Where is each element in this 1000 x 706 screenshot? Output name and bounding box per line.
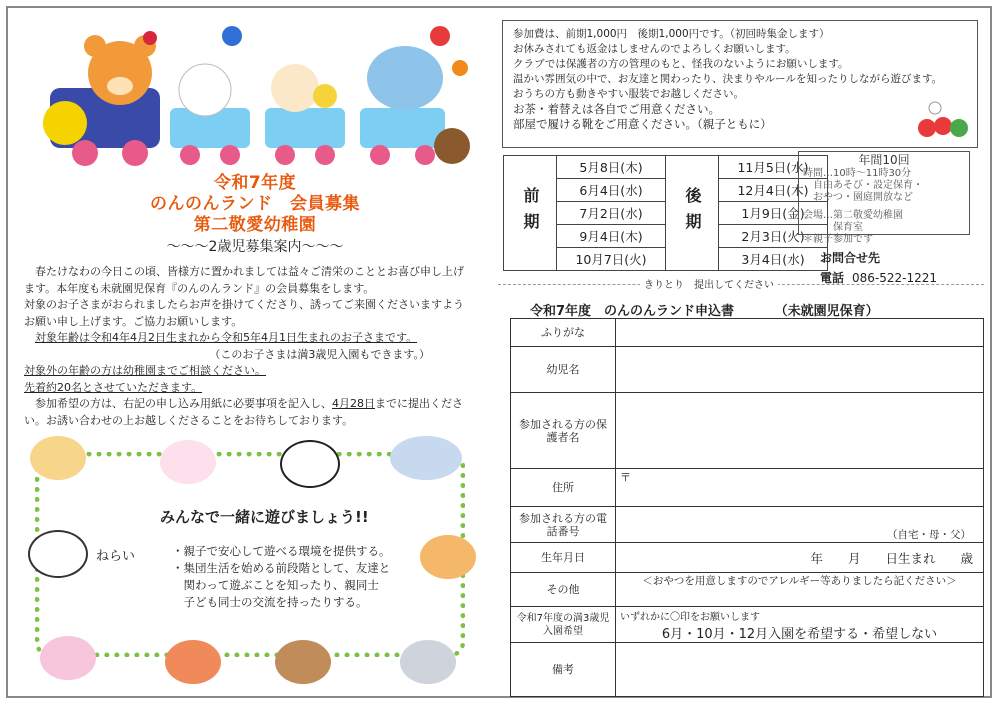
form-label-address: 住所	[511, 469, 616, 507]
koala-face	[400, 640, 456, 684]
application-form	[510, 318, 984, 697]
entry-wish-instruction: いずれかに〇印をお願いします	[620, 611, 760, 623]
target-age: 対象年齢は令和4年4月2日生まれから令和5年4月1日生まれのお子さまです。	[35, 331, 418, 344]
outside-age: 対象外の年齢の方は幼稚園までご相談ください。	[24, 364, 266, 377]
rabbit-face	[160, 440, 216, 484]
schedule-table	[503, 155, 828, 271]
notes-field[interactable]	[616, 643, 984, 697]
form-title: 令和7年度 のんのんランド申込書	[530, 304, 735, 319]
year-summary-line: 保育室	[803, 222, 863, 233]
entry-wish-field[interactable]	[616, 607, 984, 643]
first-term-label: 前期	[504, 156, 557, 271]
year-summary-line: 会場…第二敬愛幼稚園	[803, 210, 903, 221]
address-field[interactable]: 〒	[616, 469, 984, 507]
subtitle: ～～～2歳児募集案内～～～	[166, 239, 344, 255]
info-line: 参加費は、前期1,000円 後期1,000円です。（初回時集金します）	[513, 28, 830, 40]
title-school: 第二敬愛幼稚園	[193, 215, 317, 235]
entry-wish-options: 6月・10月・12月入園を希望する・希望しない	[661, 626, 938, 642]
form-label-furigana: ふりがな	[511, 319, 616, 347]
apply-date: 4月28日	[332, 397, 375, 410]
mole	[434, 128, 470, 164]
elephant-face	[390, 436, 462, 480]
first-term-date: 6月4日(水)	[557, 179, 666, 202]
aims-list	[172, 543, 391, 611]
cat-face	[271, 64, 319, 112]
info-line: おうちの方も動きやすい服装でお越しください。	[513, 88, 744, 100]
info-line: お茶・着替えは各自でご用意ください。	[513, 102, 720, 116]
apply-after: までに提出ください。お誘い合わせの上お越しくださることをお待ちしております。	[24, 397, 463, 427]
contact	[820, 248, 937, 288]
strawberry-kids-illustration	[915, 100, 971, 140]
form-label-other: その他	[511, 573, 616, 607]
frame-heading: みんなで一緒に遊びましょう!!	[160, 508, 369, 526]
form-label-birthday: 生年月日	[511, 543, 616, 573]
chick	[313, 84, 337, 108]
train-wheel	[370, 145, 390, 165]
tel-label: 電話	[820, 271, 845, 285]
second-term-date: 11月5日(水)	[719, 156, 828, 179]
intro-text	[24, 264, 470, 429]
cut-text: きりとり 提出してください	[640, 276, 778, 291]
second-term-date: 12月4日(木)	[719, 179, 828, 202]
form-label-child-name: 幼児名	[511, 347, 616, 393]
guardian-name-field[interactable]	[616, 393, 984, 469]
squirrel-face	[420, 535, 476, 579]
flower-icon	[430, 26, 450, 46]
aim-item: ・親子で安心して遊べる環境を提供する。	[172, 544, 391, 558]
train-car	[360, 108, 445, 148]
intro-paragraph-2: 対象のお子さまがおられましたらお声を掛けてくださり、誘ってご来園くださいますようお願い申し上げます。ご協力お願いします。	[24, 298, 464, 328]
train-car	[265, 108, 345, 148]
intro-paragraph-1: 春たけなわの今日この頃、皆様方に置かれましては益々ご清栄のこととお喜び申し上げます。本年度も未就園児保育『のんのんランド』の会員募集をします。	[24, 265, 464, 295]
aim-item: ・集団生活を始める前段階として、友達と	[172, 561, 391, 575]
furigana-field[interactable]	[616, 319, 984, 347]
info-box	[502, 20, 978, 148]
target-note: （このお子さまは満3歳児入園もできます。）	[209, 347, 430, 361]
other-field[interactable]: ＜おやつを用意しますのでアレルギー等ありましたら記ください＞	[616, 573, 984, 607]
second-term-date: 3月4日(水)	[719, 248, 828, 271]
year-summary-title: 年間10回	[858, 153, 910, 167]
year-summary-line: ＊親子参加です	[803, 234, 873, 245]
bear-muzzle	[107, 77, 133, 95]
train-wheel	[275, 145, 295, 165]
animal-train-illustration	[20, 18, 490, 168]
phone-field[interactable]: （自宅・母・父）	[616, 507, 984, 543]
capacity: 先着約20名とさせていただきます。	[24, 380, 203, 394]
train-wheel	[415, 145, 435, 165]
elephant-face	[367, 46, 443, 110]
second-term-date: 2月3日(火)	[719, 225, 828, 248]
rabbit-face	[40, 636, 96, 680]
form-label-entry-wish: 令和7年度の満3歳児入園希望	[511, 607, 616, 643]
child-name-field[interactable]	[616, 347, 984, 393]
aim-item: 関わって遊ぶことを知ったり、親同士	[172, 578, 379, 592]
train-wheel	[180, 145, 200, 165]
first-term-date: 9月4日(木)	[557, 225, 666, 248]
rabbit-face	[179, 64, 231, 116]
train-wheel	[122, 140, 148, 166]
tel-number: 086-522-1221	[852, 271, 938, 285]
first-term-date: 5月8日(木)	[557, 156, 666, 179]
raccoon-face	[275, 640, 331, 684]
info-line: 部屋で履ける靴をご用意ください。（親子ともに）	[513, 117, 772, 131]
cat-face	[165, 640, 221, 684]
first-term-date: 10月7日(火)	[557, 248, 666, 271]
apply-text	[24, 396, 470, 429]
apply-before: 参加希望の方は、右記の申し込み用紙に必要事項を記入し、	[35, 397, 332, 410]
cow-face	[28, 530, 88, 578]
info-line: クラブでは保護者の方の管理のもと、怪我のないようにお願いします。	[513, 58, 849, 70]
aim-label: ねらい	[96, 549, 136, 564]
year-summary-line: おやつ・園庭開放など	[803, 192, 913, 203]
contact-label: お問合せ先	[820, 251, 881, 265]
form-title-note: （未就園児保育）	[774, 304, 879, 319]
year-summary-box	[798, 151, 970, 245]
bear-ear	[84, 35, 106, 57]
dog-face	[30, 436, 86, 480]
train-front	[43, 101, 87, 145]
form-label-notes: 備考	[511, 643, 616, 697]
form-label-phone: 参加される方の電話番号	[511, 507, 616, 543]
flower-icon	[452, 60, 468, 76]
form-label-guardian: 参加される方の保護者名	[511, 393, 616, 469]
title-year: 令和7年度	[213, 173, 297, 193]
second-term-label: 後期	[666, 156, 719, 271]
first-term-date: 7月2日(水)	[557, 202, 666, 225]
aim-item: 子ども同士の交流を持ったりする。	[172, 595, 368, 609]
ladybug-icon	[143, 31, 157, 45]
year-summary-line: 時間…10時～11時30分	[803, 168, 912, 179]
form-title-row	[530, 300, 970, 319]
year-summary-line: 自由あそび・設定保育・	[803, 180, 923, 191]
train-wheel	[315, 145, 335, 165]
panda-face	[280, 440, 340, 488]
birthday-field[interactable]: 年 月 日生まれ 歳	[616, 543, 984, 573]
second-term-date: 1月9日(金)	[719, 202, 828, 225]
train-wheel	[220, 145, 240, 165]
flower-icon	[222, 26, 242, 46]
info-line: お休みされても返金はしませんのでよろしくお願いします。	[513, 43, 796, 55]
title-recruit: のんのんランド 会員募集	[150, 194, 360, 214]
info-line: 温かい雰囲気の中で、お友達と関わったり、決まりやルールを知ったりしながら遊びます。	[513, 73, 943, 85]
train-wheel	[72, 140, 98, 166]
